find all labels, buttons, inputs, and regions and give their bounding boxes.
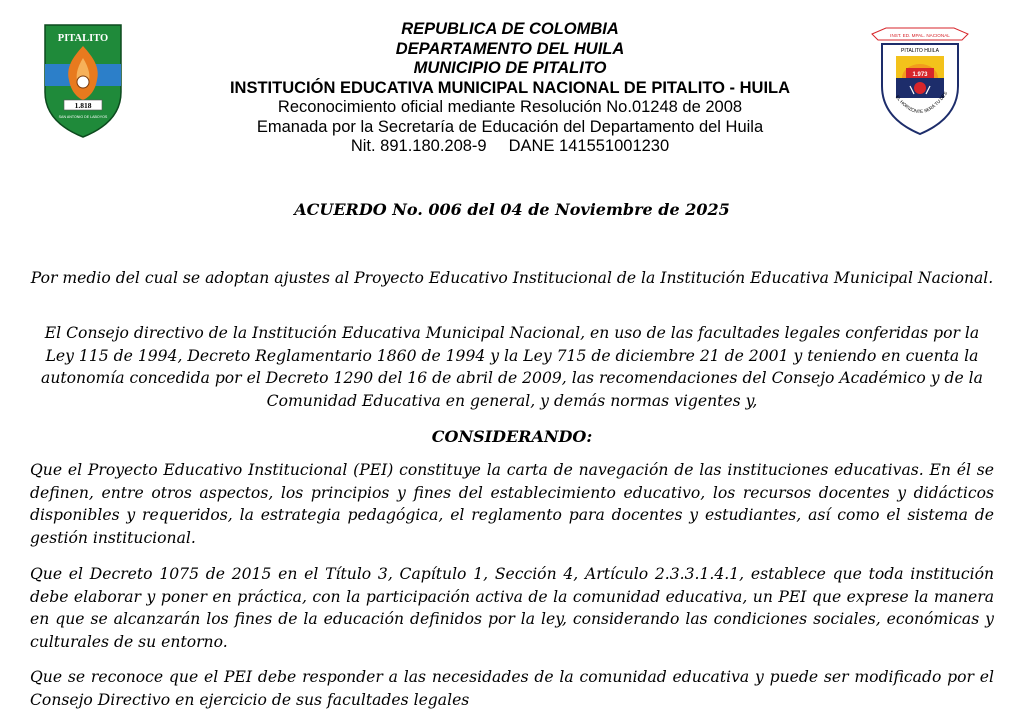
considerando-paragraph-2: Que el Decreto 1075 de 2015 en el Título 3, Capítulo 1, Sección 4, Artículo 2.3.3.1.4.1, establece que toda institución debe elaborar y poner en práctica, con la participación activa de la comunidad educativa, un PEI que exprese la manera en que se alcanzarán los fines de la educación definidos por la ley, considerando las condiciones sociales, económicas y culturales de su entorno. — [30, 565, 994, 651]
dane-number: DANE 141551001230 — [508, 137, 670, 155]
letterhead-header — [0, 18, 1024, 168]
nit-number: Nit. 891.180.208-9 — [350, 137, 487, 155]
crest-top-text: PITALITO HUILA — [901, 48, 939, 54]
agreement-purpose: Por medio del cual se adoptan ajustes al Proyecto Educativo Institucional de la Institución Educativa Municipal Nacional. — [30, 269, 994, 287]
shield-banner-text: PITALITO — [57, 33, 109, 44]
institution-name: INSTITUCIÓN EDUCATIVA MUNICIPAL NACIONAL DE PITALITO - HUILA — [229, 78, 791, 97]
institution-crest-logo — [866, 22, 974, 140]
crest-motto: EL HORIZONTE SERÁ TU DES — [894, 90, 949, 115]
municipality-line: MUNICIPIO DE PITALITO — [413, 59, 607, 77]
shield-year: 1.818 — [74, 101, 92, 110]
agreement-preamble: El Consejo directivo de la Institución Educativa Municipal Nacional, en uso de las facultades legales conferidas por la Ley 115 de 1994, Decreto Reglamentario 1860 de 1994 y la Ley 715 de diciembre 21 de 2001 y teniendo en cuenta la autonomía concedida por el Decreto 1290 del 16 de abril de 2009, las recomendaciones del Consejo Académico y de la Comunidad Educativa en general, y demás normas vigentes y, — [41, 324, 983, 410]
shield-motto: SAN ANTONIO DE LABOYOS — [58, 115, 108, 119]
agreement-title: ACUERDO No. 006 del 04 de Noviembre de 2025 — [294, 200, 730, 219]
recognition-line: Reconocimiento oficial mediante Resolución No.01248 de 2008 — [277, 98, 743, 116]
considerando-paragraph-3: Que se reconoce que el PEI debe responder a las necesidades de la comunidad educativa y puede ser modificado por el Consejo Directivo en ejercicio de sus facultades legales — [30, 668, 994, 709]
country-line: REPUBLICA DE COLOMBIA — [401, 20, 619, 38]
letterhead-text — [190, 20, 830, 157]
department-line: DEPARTAMENTO DEL HUILA — [395, 39, 625, 58]
nit-dane-line — [190, 137, 830, 157]
considerando-paragraph-1: Que el Proyecto Educativo Institucional (PEI) constituye la carta de navegación de las instituciones educativas. En él se definen, entre otros aspectos, los principios y fines del establecimiento educativo, los recursos docentes y didácticos disponibles y requeridos, la estrategia pedagógica, el reglamento para docentes y estudiantes, así como el sistema de gestión institucional. — [30, 461, 994, 547]
crest-ribbon: INST. ED. MPAL. NACIONAL — [890, 33, 950, 38]
pitalito-shield-logo — [42, 22, 124, 140]
considerando-heading: CONSIDERANDO: — [431, 427, 593, 446]
issuer-line: Emanada por la Secretaría de Educación del Departamento del Huila — [256, 117, 764, 136]
crest-year: 1.973 — [912, 72, 928, 78]
